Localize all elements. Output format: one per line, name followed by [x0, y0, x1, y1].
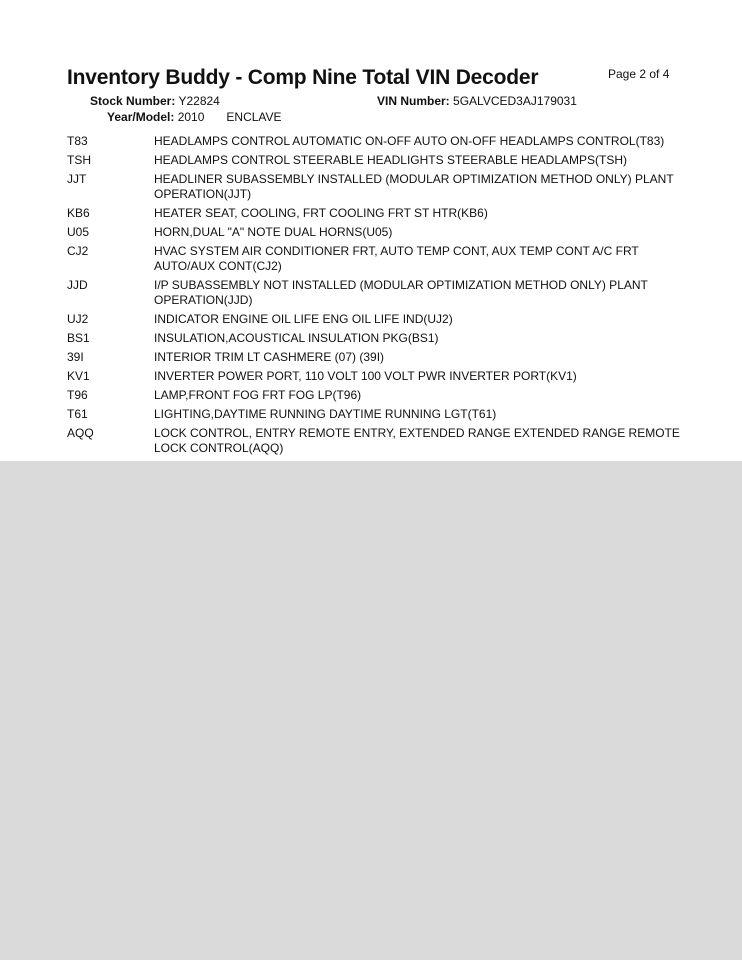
option-description: HEADLAMPS CONTROL STEERABLE HEADLIGHTS STEERABLE HEADLAMPS(TSH) [154, 153, 627, 167]
option-description: HEADLINER SUBASSEMBLY INSTALLED (MODULAR OPTIMIZATION METHOD ONLY) PLANT OPERATION(JJT) [154, 172, 674, 201]
option-description: INVERTER POWER PORT, 110 VOLT 100 VOLT PWR INVERTER PORT(KV1) [154, 369, 577, 383]
option-code: 39I [67, 350, 84, 364]
option-description: HORN,DUAL "A" NOTE DUAL HORNS(U05) [154, 225, 393, 239]
vin-number-label: VIN Number: [377, 94, 450, 108]
option-row [0, 206, 742, 225]
option-code: T83 [67, 134, 88, 148]
option-row [0, 153, 742, 172]
option-description: LOCK CONTROL, ENTRY REMOTE ENTRY, EXTENDED RANGE EXTENDED RANGE REMOTE LOCK CONTROL(AQQ) [154, 426, 680, 455]
option-code: T96 [67, 388, 88, 402]
option-code: JJT [67, 172, 87, 186]
vin-number-value: 5GALVCED3AJ179031 [453, 94, 577, 108]
option-code: KV1 [67, 369, 90, 383]
option-row [0, 134, 742, 153]
option-description: INSULATION,ACOUSTICAL INSULATION PKG(BS1) [154, 331, 439, 345]
year-value: 2010 [177, 110, 205, 124]
option-row [0, 225, 742, 244]
page-number: Page 2 of 4 [608, 67, 670, 81]
year-model [107, 110, 282, 124]
year-model-label: Year/Model: [107, 110, 175, 124]
stock-number-value: Y22824 [178, 94, 220, 108]
option-row [0, 312, 742, 331]
option-description: HVAC SYSTEM AIR CONDITIONER FRT, AUTO TEMP CONT, AUX TEMP CONT A/C FRT AUTO/AUX CONT(CJ2) [154, 244, 639, 273]
option-description: INDICATOR ENGINE OIL LIFE ENG OIL LIFE IND(UJ2) [154, 312, 453, 326]
option-row [0, 278, 742, 312]
option-row [0, 244, 742, 278]
option-row [0, 350, 742, 369]
option-code: CJ2 [67, 244, 89, 258]
vin-number [377, 94, 577, 108]
model-value: ENCLAVE [226, 110, 282, 124]
option-code: KB6 [67, 206, 90, 220]
option-row [0, 369, 742, 388]
option-row [0, 172, 742, 206]
option-row [0, 426, 742, 460]
option-description: HEATER SEAT, COOLING, FRT COOLING FRT ST HTR(KB6) [154, 206, 488, 220]
option-code: T61 [67, 407, 88, 421]
option-code: U05 [67, 225, 90, 239]
option-code: JJD [67, 278, 88, 292]
option-code: BS1 [67, 331, 90, 345]
option-row [0, 331, 742, 350]
option-code: UJ2 [67, 312, 89, 326]
option-row [0, 388, 742, 407]
option-code: AQQ [67, 426, 94, 440]
option-description: INTERIOR TRIM LT CASHMERE (07) (39I) [154, 350, 385, 364]
stock-number-label: Stock Number: [90, 94, 176, 108]
options-list [0, 134, 742, 479]
page-title: Inventory Buddy - Comp Nine Total VIN Decoder [67, 66, 539, 89]
option-description: LAMP,FRONT FOG FRT FOG LP(T96) [154, 388, 362, 402]
option-code: TSH [67, 153, 91, 167]
stock-number [90, 94, 220, 108]
option-row [0, 407, 742, 426]
grey-overlay [0, 461, 742, 960]
option-description: LIGHTING,DAYTIME RUNNING DAYTIME RUNNING LGT(T61) [154, 407, 497, 421]
option-description: HEADLAMPS CONTROL AUTOMATIC ON-OFF AUTO ON-OFF HEADLAMPS CONTROL(T83) [154, 134, 665, 148]
option-description: I/P SUBASSEMBLY NOT INSTALLED (MODULAR OPTIMIZATION METHOD ONLY) PLANT OPERATION(JJD) [154, 278, 648, 307]
